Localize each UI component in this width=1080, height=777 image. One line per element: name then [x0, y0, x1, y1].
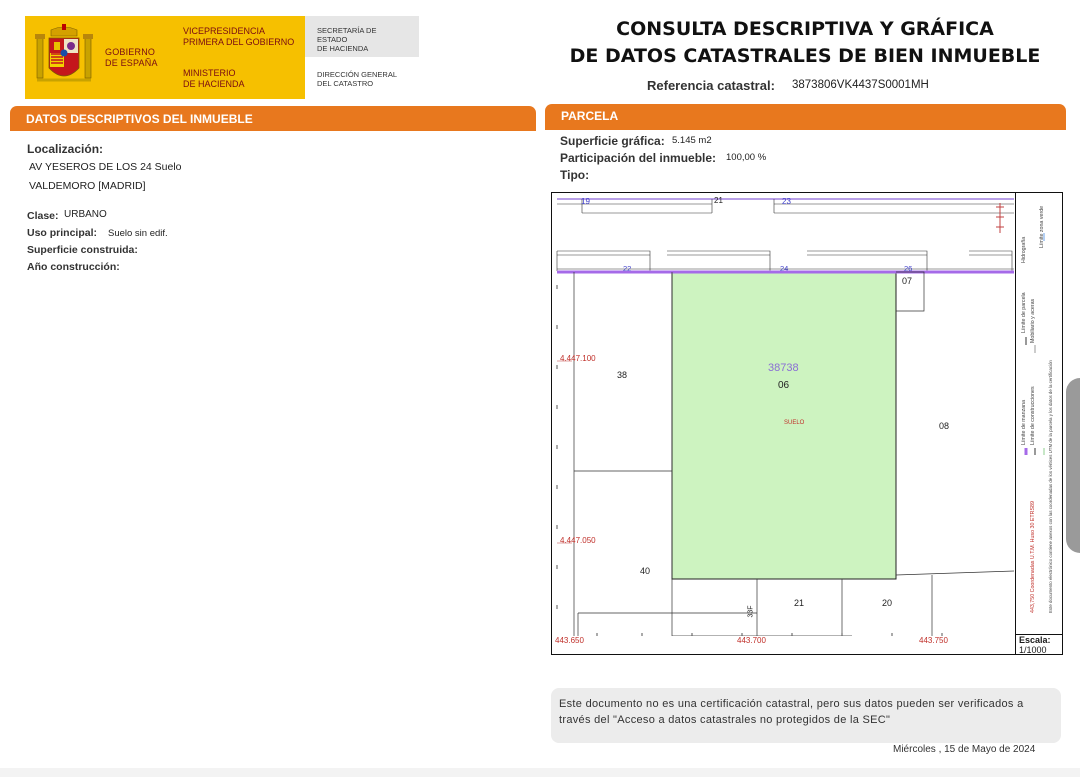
gov-name	[105, 47, 158, 69]
section-header-datos: DATOS DESCRIPTIVOS DEL INMUEBLE	[10, 106, 536, 130]
neighbor-parcel: 21	[794, 598, 805, 608]
cadastral-map[interactable]	[551, 192, 1063, 655]
title-line: DE DATOS CATASTRALES DE BIEN INMUEBLE	[569, 45, 1041, 67]
map-legend	[1015, 193, 1062, 636]
vice-line: PRIMERA DEL GOBIERNO	[183, 37, 295, 47]
x-coordinate: 443.650	[555, 636, 584, 645]
clase-value: URBANO	[64, 209, 107, 220]
legend-note: Este documento electrónico contiene anexos con las coordenadas de los vértices UTM de la parcela y los datos de la certificación	[1048, 360, 1053, 613]
coat-of-arms-icon	[33, 24, 95, 90]
title-line: CONSULTA DESCRIPTIVA Y GRÁFICA	[616, 18, 994, 40]
direccion-line: DIRECCIÓN GENERAL	[317, 70, 398, 79]
street-number: 24	[780, 264, 789, 273]
uso-label: Uso principal:	[27, 227, 98, 239]
map-drawing	[552, 193, 1015, 636]
tipo-label: Tipo:	[560, 168, 590, 182]
clase-label: Clase:	[27, 210, 59, 222]
section-header-parcela: PARCELA	[545, 104, 1066, 128]
neighbor-parcel: 40	[640, 566, 651, 576]
ref-label: Referencia catastral:	[647, 78, 775, 93]
address-line: AV YESEROS DE LOS 24 Suelo	[29, 161, 182, 173]
secretaria-line: DE HACIENDA	[317, 44, 369, 53]
legend-item: Límite de manzana	[1021, 399, 1027, 445]
scale-label: Escala:	[1019, 635, 1051, 645]
superficie-grafica-value: 5.145 m2	[672, 135, 712, 146]
vicepresidencia-text	[183, 26, 294, 48]
legend-note: 443,750 Coordenadas U.T.M. Huso 30 ETRS89	[1030, 501, 1036, 613]
direccion-text	[317, 70, 397, 88]
neighbor-parcel: 38	[617, 370, 628, 380]
secretaria-text	[305, 16, 419, 57]
ministerio-text	[183, 68, 245, 90]
neighbor-parcel: 08	[939, 421, 950, 431]
disclaimer-line: Este documento no es una certificación catastral, pero sus datos pueden ser verificados a	[559, 698, 1024, 710]
disclaimer-line: través del "Acceso a datos catastrales no protegidos de la SEC"	[559, 714, 891, 726]
superficie-grafica-label: Superficie gráfica:	[560, 134, 665, 148]
section-divider	[10, 128, 536, 131]
gov-name-line: GOBIERNO	[105, 47, 156, 57]
bottom-strip	[0, 768, 1080, 777]
scale-box	[1015, 634, 1062, 654]
neighbor-parcel: 20	[882, 598, 893, 608]
neighbor-parcel: 07	[902, 276, 913, 286]
x-coordinate: 443.700	[737, 636, 766, 645]
y-coordinate: 4.447.050	[560, 536, 596, 545]
legend-item: Límite de parcela	[1021, 292, 1027, 333]
legend-item: Límite zona verde	[1039, 205, 1045, 248]
superficie-construida-label: Superficie construida:	[27, 244, 138, 256]
localizacion-label: Localización:	[27, 142, 104, 156]
government-logo	[25, 16, 305, 99]
small-parcel-label: 33F	[747, 605, 755, 618]
secretaria-block	[305, 16, 419, 99]
block-id: 38738	[768, 362, 799, 374]
gov-name-line: DE ESPAÑA	[105, 58, 158, 68]
use-label: SUELO	[784, 420, 805, 426]
legend-item: Hidrografía	[1021, 236, 1027, 263]
section-divider	[545, 127, 1066, 130]
street-number: 22	[623, 264, 632, 273]
legend-item: Mobiliario y aceras	[1030, 298, 1036, 343]
y-coordinate: 4.447.100	[560, 354, 596, 363]
ministry-line: DE HACIENDA	[183, 79, 245, 89]
vice-line: VICEPRESIDENCIA	[183, 26, 266, 36]
ministry-line: MINISTERIO	[183, 68, 236, 78]
street-number: 23	[782, 197, 791, 206]
street-number: 21	[714, 196, 723, 205]
x-coordinate: 443.750	[919, 636, 948, 645]
street-number: 26	[904, 264, 913, 273]
disclaimer-note	[551, 688, 1061, 743]
direccion-line: DEL CATASTRO	[317, 79, 374, 88]
participacion-label: Participación del inmueble:	[560, 151, 717, 165]
document-title	[560, 16, 1050, 70]
parcel-id: 06	[778, 380, 790, 391]
uso-value: Suelo sin edif.	[108, 228, 168, 239]
scale-value: 1/1000	[1019, 645, 1047, 655]
legend-item: Límite de construcciones	[1030, 386, 1036, 445]
street-number: 19	[581, 197, 590, 206]
scrollbar-thumb[interactable]	[1066, 378, 1080, 553]
address-line: VALDEMORO [MADRID]	[29, 180, 146, 192]
anio-construccion-label: Año construcción:	[27, 261, 120, 273]
ref-value: 3873806VK4437S0001MH	[792, 79, 929, 91]
participacion-value: 100,00 %	[726, 152, 767, 163]
secretaria-line: SECRETARÍA DE ESTADO	[317, 26, 377, 44]
document-date: Miércoles , 15 de Mayo de 2024	[893, 744, 1036, 755]
